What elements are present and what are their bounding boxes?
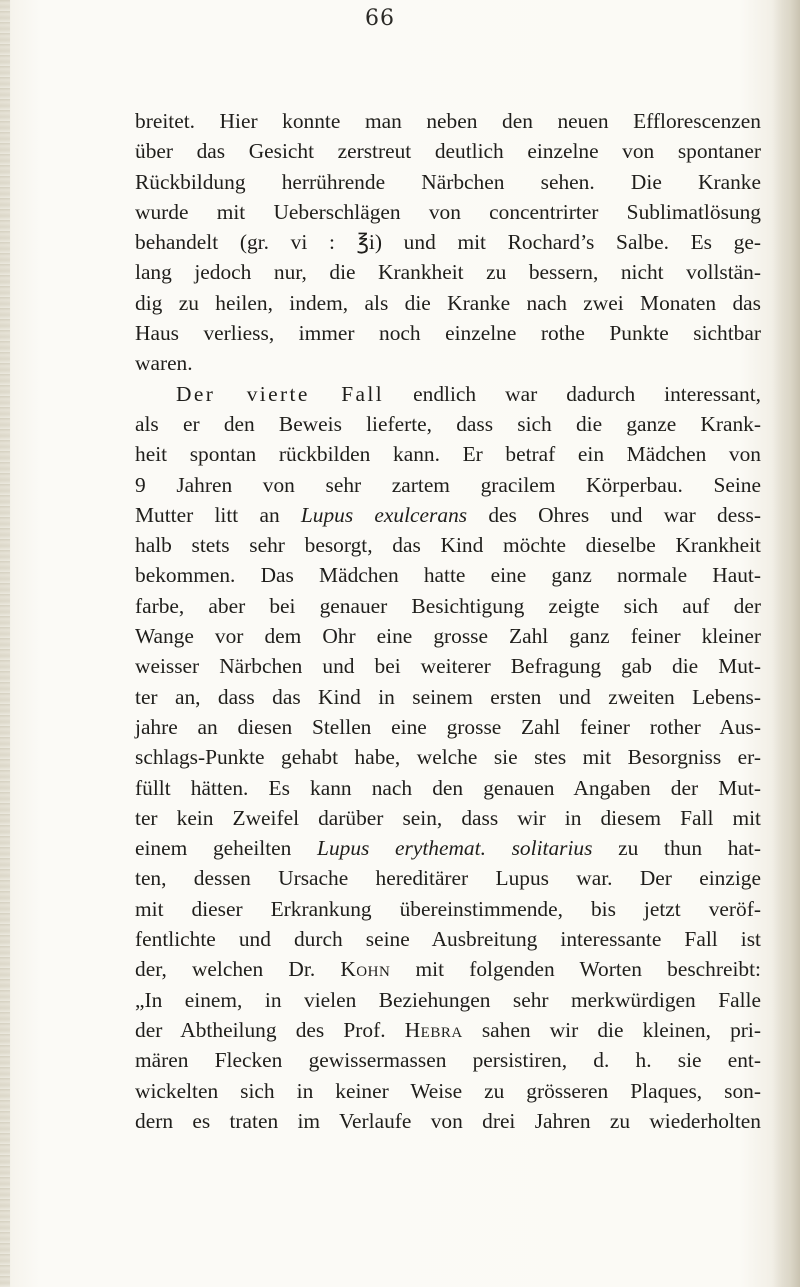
- text-segment: lang jedoch nur, die Krankheit zu bessern, nicht vollstän-: [135, 260, 761, 285]
- text-line: [135, 409, 761, 439]
- text-segment: als er den Beweis lieferte, dass sich die ganze Krank-: [135, 411, 761, 436]
- text-line: [135, 742, 761, 772]
- text-line: [135, 318, 761, 348]
- author-name: Hebra: [404, 1017, 463, 1042]
- text-segment: ter an, dass das Kind in seinem ersten und zweiten Lebens-: [135, 684, 761, 709]
- emphasized-heading: Der vierte Fall: [176, 381, 385, 406]
- text-segment: über das Gesicht zerstreut deutlich einzelne von spontaner: [135, 139, 761, 164]
- text-segment: ten, dessen Ursache hereditärer Lupus war. Der einzige: [135, 866, 761, 891]
- text-line: [135, 833, 761, 863]
- text-segment: Mutter litt an: [135, 502, 301, 527]
- text-segment: mit dieser Erkrankung übereinstimmende, bis jetzt veröf-: [135, 896, 761, 921]
- text-line: [135, 651, 761, 681]
- text-segment: halb stets sehr besorgt, das Kind möchte dieselbe Krankheit: [135, 533, 761, 558]
- text-segment: breitet. Hier konnte man neben den neuen Efflorescenzen: [135, 109, 761, 133]
- text-segment: mären Flecken gewissermassen persistiren, d. h. sie ent-: [135, 1048, 761, 1073]
- text-segment: Rückbildung herrührende Närbchen sehen. Die Kranke: [135, 169, 761, 194]
- text-segment: behandelt (gr. vi : ℥i) und mit Rochard’s Salbe. Es ge-: [135, 230, 761, 255]
- text-line: [135, 894, 761, 924]
- text-segment: weisser Närbchen und bei weiterer Befragung gab die Mut-: [135, 654, 761, 679]
- text-line: [135, 379, 761, 409]
- text-line: [135, 773, 761, 803]
- page-number: 66: [365, 6, 395, 31]
- text-segment: Haus verliess, immer noch einzelne rothe Punkte sichtbar: [135, 321, 761, 346]
- text-segment: füllt hätten. Es kann nach den genauen Angaben der Mut-: [135, 775, 761, 800]
- text-segment: dern es traten im Verlaufe von drei Jahren zu wiederholten: [135, 1108, 761, 1133]
- italic-term: Lupus erythemat. solitarius: [317, 836, 593, 861]
- text-line: [135, 257, 761, 287]
- italic-term: Lupus exulcerans: [300, 502, 468, 527]
- text-line: [135, 470, 761, 500]
- text-segment: des Ohres und war dess-: [467, 502, 761, 527]
- text-line: [135, 924, 761, 954]
- text-line: [135, 500, 761, 530]
- text-line: [135, 682, 761, 712]
- page-left-edge-shadow: [0, 0, 10, 1287]
- text-segment: der, welchen Dr.: [135, 957, 341, 982]
- text-line: [135, 1076, 761, 1106]
- text-line: [135, 621, 761, 651]
- text-segment: schlags-Punkte gehabt habe, welche sie stes mit Besorgniss er-: [135, 745, 761, 770]
- text-line: [135, 863, 761, 893]
- text-segment: bekommen. Das Mädchen hatte eine ganz normale Haut-: [135, 563, 761, 588]
- text-line: [135, 954, 761, 984]
- text-segment: mit folgenden Worten beschreibt:: [390, 957, 761, 982]
- text-segment: sahen wir die kleinen, pri-: [462, 1017, 761, 1042]
- text-segment: waren.: [135, 351, 193, 376]
- text-segment: Wange vor dem Ohr eine grosse Zahl ganz feiner kleiner: [135, 624, 761, 649]
- text-segment: farbe, aber bei genauer Besichtigung zeigte sich auf der: [135, 593, 761, 618]
- author-name: Kohn: [340, 957, 391, 982]
- text-line: [135, 1045, 761, 1075]
- text-segment: ter kein Zweifel darüber sein, dass wir in diesem Fall mit: [135, 805, 761, 830]
- page-right-edge-shadow: [772, 0, 800, 1287]
- text-segment: jahre an diesen Stellen eine grosse Zahl feiner rother Aus-: [135, 714, 761, 739]
- text-segment: 9 Jahren von sehr zartem gracilem Körperbau. Seine: [135, 472, 761, 497]
- text-line: [135, 288, 761, 318]
- text-segment: endlich war dadurch interessant,: [384, 381, 761, 406]
- text-line: [135, 1106, 761, 1136]
- text-line: [135, 712, 761, 742]
- body-text: [135, 106, 761, 1136]
- text-line: [135, 106, 761, 136]
- text-line: [135, 136, 761, 166]
- text-line: [135, 439, 761, 469]
- text-segment: dig zu heilen, indem, als die Kranke nach zwei Monaten das: [135, 290, 761, 315]
- text-line: [135, 560, 761, 590]
- text-segment: einem geheilten: [135, 836, 318, 861]
- text-segment: zu thun hat-: [592, 836, 761, 861]
- text-line: [135, 530, 761, 560]
- text-line: [135, 227, 761, 257]
- text-line: [135, 985, 761, 1015]
- text-segment: wurde mit Ueberschlägen von concentrirter Sublimatlösung: [135, 199, 761, 224]
- text-line: [135, 348, 761, 378]
- text-line: [135, 803, 761, 833]
- text-segment: „In einem, in vielen Beziehungen sehr merkwürdigen Falle: [135, 987, 761, 1012]
- text-segment: wickelten sich in keiner Weise zu grösseren Plaques, son-: [135, 1078, 761, 1103]
- text-line: [135, 167, 761, 197]
- text-line: [135, 591, 761, 621]
- text-segment: fentlichte und durch seine Ausbreitung interessante Fall ist: [135, 927, 761, 952]
- text-line: [135, 1015, 761, 1045]
- text-segment: der Abtheilung des Prof.: [135, 1017, 405, 1042]
- text-line: [135, 197, 761, 227]
- text-segment: heit spontan rückbilden kann. Er betraf ein Mädchen von: [135, 442, 761, 467]
